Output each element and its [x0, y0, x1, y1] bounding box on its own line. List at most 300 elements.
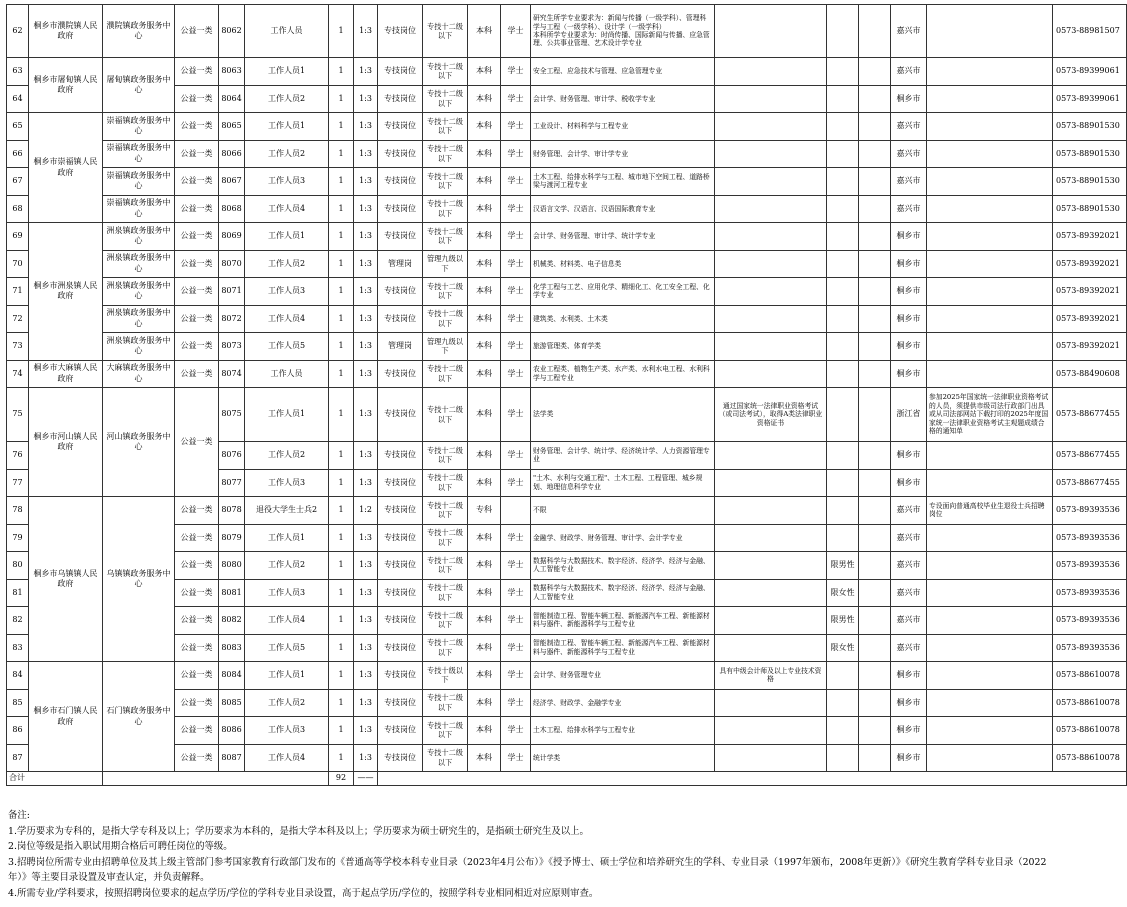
region: 桐乡市 — [891, 250, 927, 278]
post-type: 专技岗位 — [378, 140, 423, 168]
exam-ratio: 1:3 — [354, 113, 378, 141]
gender-requirement: 限男性 — [827, 607, 859, 635]
row-number: 69 — [7, 223, 29, 251]
post-grade: 专技十二级以下 — [423, 744, 468, 772]
table-row — [7, 662, 1127, 690]
note-3-cont: 年）》等主要目录设置及审查认定，并负责解释。 — [8, 872, 210, 884]
major-requirement: 智能制造工程、智能车辆工程、新能源汽车工程、新能源材料与器件、新能源科学与工程专业 — [531, 607, 715, 635]
region: 桐乡市 — [891, 305, 927, 333]
phone: 0573-88677455 — [1053, 442, 1127, 470]
post-count: 1 — [329, 744, 354, 772]
degree: 学士 — [501, 744, 531, 772]
remark — [927, 250, 1053, 278]
unit-type: 公益一类 — [175, 524, 219, 552]
degree: 学士 — [501, 662, 531, 690]
row-number: 76 — [7, 442, 29, 470]
major-requirement: 化学工程与工艺、应用化学、精细化工、化工安全工程、化学专业 — [531, 278, 715, 306]
blank-cell — [103, 772, 329, 786]
blank-cell — [859, 168, 891, 196]
unit-type: 公益一类 — [175, 497, 219, 525]
exam-ratio: 1:3 — [354, 469, 378, 497]
phone: 0573-89392021 — [1053, 250, 1127, 278]
row-number: 68 — [7, 195, 29, 223]
phone: 0573-88901530 — [1053, 113, 1127, 141]
blank-cell — [859, 140, 891, 168]
education: 本科 — [468, 388, 501, 442]
degree: 学士 — [501, 579, 531, 607]
degree — [501, 497, 531, 525]
post-count: 1 — [329, 223, 354, 251]
phone: 0573-89392021 — [1053, 223, 1127, 251]
gender-requirement — [827, 442, 859, 470]
post-count: 1 — [329, 662, 354, 690]
degree: 学士 — [501, 689, 531, 717]
education: 本科 — [468, 607, 501, 635]
gender-requirement — [827, 469, 859, 497]
post-count: 1 — [329, 195, 354, 223]
degree: 学士 — [501, 524, 531, 552]
table-row — [7, 305, 1127, 333]
gender-requirement — [827, 524, 859, 552]
table-row — [7, 250, 1127, 278]
exam-ratio: 1:3 — [354, 634, 378, 662]
other-requirement — [715, 333, 827, 361]
unit-type: 公益一类 — [175, 333, 219, 361]
education: 本科 — [468, 85, 501, 113]
post-count: 1 — [329, 333, 354, 361]
post-code: 8075 — [219, 388, 245, 442]
table-row — [7, 360, 1127, 388]
post-title: 工作人员5 — [245, 634, 329, 662]
phone: 0573-88610078 — [1053, 744, 1127, 772]
post-grade: 专技十二级以下 — [423, 469, 468, 497]
post-code: 8066 — [219, 140, 245, 168]
post-grade: 专技十二级以下 — [423, 634, 468, 662]
other-requirement — [715, 607, 827, 635]
phone: 0573-88610078 — [1053, 689, 1127, 717]
post-count: 1 — [329, 168, 354, 196]
post-code: 8086 — [219, 717, 245, 745]
row-number: 66 — [7, 140, 29, 168]
blank-cell — [859, 113, 891, 141]
unit-type: 公益一类 — [175, 250, 219, 278]
blank-cell — [859, 5, 891, 58]
phone: 0573-89393536 — [1053, 634, 1127, 662]
post-count: 1 — [329, 607, 354, 635]
row-number: 75 — [7, 388, 29, 442]
recruitment-table — [6, 4, 1127, 786]
degree: 学士 — [501, 607, 531, 635]
gender-requirement — [827, 662, 859, 690]
region: 嘉兴市 — [891, 524, 927, 552]
gender-requirement — [827, 497, 859, 525]
post-grade: 专技十二级以下 — [423, 717, 468, 745]
unit-name: 桐乡市洲泉镇人民政府 — [29, 223, 103, 361]
exam-ratio: 1:3 — [354, 58, 378, 86]
other-requirement — [715, 689, 827, 717]
phone: 0573-89393536 — [1053, 524, 1127, 552]
exam-ratio: 1:3 — [354, 662, 378, 690]
other-requirement — [715, 168, 827, 196]
post-title: 工作人员3 — [245, 168, 329, 196]
post-code: 8072 — [219, 305, 245, 333]
row-number: 82 — [7, 607, 29, 635]
unit-type: 公益一类 — [175, 278, 219, 306]
post-code: 8062 — [219, 5, 245, 58]
post-code: 8084 — [219, 662, 245, 690]
other-requirement — [715, 85, 827, 113]
blank-cell — [859, 333, 891, 361]
unit-type: 公益一类 — [175, 140, 219, 168]
post-code: 8081 — [219, 579, 245, 607]
major-requirement: 建筑类、水利类、土木类 — [531, 305, 715, 333]
education: 本科 — [468, 278, 501, 306]
post-title: 工作人员1 — [245, 223, 329, 251]
other-requirement — [715, 140, 827, 168]
major-requirement: 会计学、财务管理、审计学、税收学专业 — [531, 85, 715, 113]
post-type: 专技岗位 — [378, 442, 423, 470]
other-requirement — [715, 195, 827, 223]
post-grade: 专技十二级以下 — [423, 607, 468, 635]
education: 本科 — [468, 223, 501, 251]
major-requirement: 不限 — [531, 497, 715, 525]
other-requirement — [715, 5, 827, 58]
education: 本科 — [468, 744, 501, 772]
post-code: 8063 — [219, 58, 245, 86]
exam-ratio: 1:3 — [354, 223, 378, 251]
post-count: 1 — [329, 58, 354, 86]
exam-ratio: 1:3 — [354, 579, 378, 607]
dept-name: 大麻镇政务服务中心 — [103, 360, 175, 388]
table-row — [7, 223, 1127, 251]
blank-cell — [859, 85, 891, 113]
major-requirement: 统计学类 — [531, 744, 715, 772]
blank-cell — [859, 552, 891, 580]
gender-requirement — [827, 58, 859, 86]
post-code: 8082 — [219, 607, 245, 635]
post-type: 专技岗位 — [378, 634, 423, 662]
table-row — [7, 579, 1127, 607]
post-type: 专技岗位 — [378, 360, 423, 388]
table-row — [7, 689, 1127, 717]
remark — [927, 168, 1053, 196]
unit-type: 公益一类 — [175, 195, 219, 223]
major-requirement: 汉语言文学、汉语言、汉语国际教育专业 — [531, 195, 715, 223]
post-title: 工作人员2 — [245, 442, 329, 470]
post-code: 8074 — [219, 360, 245, 388]
unit-type: 公益一类 — [175, 662, 219, 690]
unit-type: 公益一类 — [175, 360, 219, 388]
exam-ratio: 1:3 — [354, 195, 378, 223]
table-row — [7, 497, 1127, 525]
dept-name: 屠甸镇政务服务中心 — [103, 58, 175, 113]
post-grade: 专技十二级以下 — [423, 689, 468, 717]
exam-ratio: 1:3 — [354, 689, 378, 717]
post-grade: 专技十二级以下 — [423, 579, 468, 607]
dept-name: 崇福镇政务服务中心 — [103, 113, 175, 141]
post-title: 工作人员3 — [245, 579, 329, 607]
other-requirement — [715, 278, 827, 306]
degree: 学士 — [501, 717, 531, 745]
post-type: 专技岗位 — [378, 85, 423, 113]
blank-cell — [859, 662, 891, 690]
post-type: 专技岗位 — [378, 168, 423, 196]
post-title: 工作人员1 — [245, 113, 329, 141]
post-count: 1 — [329, 469, 354, 497]
degree: 学士 — [501, 140, 531, 168]
phone: 0573-88490608 — [1053, 360, 1127, 388]
degree: 学士 — [501, 634, 531, 662]
degree: 学士 — [501, 223, 531, 251]
post-code: 8069 — [219, 223, 245, 251]
exam-ratio: 1:3 — [354, 442, 378, 470]
post-title: 工作人员 — [245, 5, 329, 58]
note-1: 1.学历要求为专科的，是指大学专科及以上；学历要求为本科的，是指大学本科及以上；学历要求为硕士研究生的，是指硕士研究生及以上。 — [8, 825, 589, 837]
remark — [927, 58, 1053, 86]
phone: 0573-89393536 — [1053, 607, 1127, 635]
post-title: 工作人员2 — [245, 250, 329, 278]
education: 本科 — [468, 305, 501, 333]
unit-type: 公益一类 — [175, 634, 219, 662]
post-count: 1 — [329, 85, 354, 113]
region: 桐乡市 — [891, 662, 927, 690]
post-count: 1 — [329, 497, 354, 525]
post-type: 专技岗位 — [378, 662, 423, 690]
education: 本科 — [468, 662, 501, 690]
post-type: 专技岗位 — [378, 524, 423, 552]
gender-requirement — [827, 113, 859, 141]
major-requirement: 研究生所学专业要求为：新闻与传播（一级学科）、管理科学与工程（一级学科）、设计学（一级学科） 本科所学专业要求为：时尚传播、国际新闻与传播、应急管理、公共事业管理、艺术设计学专业 — [531, 5, 715, 58]
post-count: 1 — [329, 5, 354, 58]
post-title: 工作人员3 — [245, 469, 329, 497]
other-requirement — [715, 497, 827, 525]
unit-type: 公益一类 — [175, 744, 219, 772]
region: 嘉兴市 — [891, 168, 927, 196]
unit-type: 公益一类 — [175, 717, 219, 745]
degree: 学士 — [501, 552, 531, 580]
post-title: 工作人员3 — [245, 278, 329, 306]
exam-ratio: 1:3 — [354, 140, 378, 168]
dept-name: 洲泉镇政务服务中心 — [103, 278, 175, 306]
row-number: 84 — [7, 662, 29, 690]
blank-cell — [859, 524, 891, 552]
unit-type: 公益一类 — [175, 689, 219, 717]
degree: 学士 — [501, 333, 531, 361]
education: 本科 — [468, 250, 501, 278]
dept-name: 洲泉镇政务服务中心 — [103, 305, 175, 333]
degree: 学士 — [501, 250, 531, 278]
degree: 学士 — [501, 278, 531, 306]
row-number: 71 — [7, 278, 29, 306]
region: 嘉兴市 — [891, 113, 927, 141]
post-grade: 管理九级以下 — [423, 250, 468, 278]
region: 嘉兴市 — [891, 58, 927, 86]
blank-cell — [378, 772, 1127, 786]
phone: 0573-89393536 — [1053, 497, 1127, 525]
major-requirement: 安全工程、应急技术与管理、应急管理专业 — [531, 58, 715, 86]
table-row — [7, 168, 1127, 196]
post-type: 专技岗位 — [378, 223, 423, 251]
post-code: 8076 — [219, 442, 245, 470]
blank-cell — [859, 634, 891, 662]
table-row — [7, 278, 1127, 306]
degree: 学士 — [501, 195, 531, 223]
post-title: 工作人员2 — [245, 552, 329, 580]
post-count: 1 — [329, 360, 354, 388]
other-requirement — [715, 524, 827, 552]
phone: 0573-89392021 — [1053, 333, 1127, 361]
education: 本科 — [468, 634, 501, 662]
region: 嘉兴市 — [891, 579, 927, 607]
other-requirement — [715, 634, 827, 662]
table-row — [7, 634, 1127, 662]
post-count: 1 — [329, 717, 354, 745]
post-title: 工作人员1 — [245, 524, 329, 552]
unit-name: 桐乡市濮院镇人民政府 — [29, 5, 103, 58]
gender-requirement — [827, 388, 859, 442]
post-count: 1 — [329, 689, 354, 717]
other-requirement — [715, 469, 827, 497]
gender-requirement — [827, 168, 859, 196]
row-number: 72 — [7, 305, 29, 333]
major-requirement: 金融学、财政学、财务管理、审计学、会计学专业 — [531, 524, 715, 552]
post-title: 工作人员3 — [245, 717, 329, 745]
post-title: 工作人员5 — [245, 333, 329, 361]
remark — [927, 469, 1053, 497]
phone: 0573-89392021 — [1053, 278, 1127, 306]
other-requirement — [715, 305, 827, 333]
degree: 学士 — [501, 168, 531, 196]
remark — [927, 607, 1053, 635]
major-requirement: 土木工程、给排水科学与工程、城市地下空间工程、道路桥梁与渡河工程专业 — [531, 168, 715, 196]
notes-section — [8, 808, 1074, 902]
table-row — [7, 744, 1127, 772]
education: 本科 — [468, 552, 501, 580]
unit-type: 公益一类 — [175, 5, 219, 58]
gender-requirement — [827, 140, 859, 168]
table-row — [7, 58, 1127, 86]
post-title: 工作人员4 — [245, 607, 329, 635]
post-type: 专技岗位 — [378, 689, 423, 717]
other-requirement — [715, 58, 827, 86]
row-number: 74 — [7, 360, 29, 388]
unit-type: 公益一类 — [175, 223, 219, 251]
post-count: 1 — [329, 634, 354, 662]
row-number: 73 — [7, 333, 29, 361]
blank-cell — [859, 717, 891, 745]
post-grade: 专技十二级以下 — [423, 360, 468, 388]
remark: 参加2025年国家统一法律职业资格考试的人员，须提供市级司法行政部门出具或从司法部网站下载打印的2025年度国家统一法律职业资格考试主观题成绩合格的通知单 — [927, 388, 1053, 442]
major-requirement: 旅游管理类、体育学类 — [531, 333, 715, 361]
table-row — [7, 113, 1127, 141]
education: 本科 — [468, 58, 501, 86]
blank-cell — [859, 442, 891, 470]
post-grade: 专技十二级以下 — [423, 223, 468, 251]
exam-ratio: 1:3 — [354, 305, 378, 333]
row-number: 83 — [7, 634, 29, 662]
post-type: 专技岗位 — [378, 58, 423, 86]
post-count: 1 — [329, 552, 354, 580]
post-grade: 专技十级以下 — [423, 662, 468, 690]
total-dash: —— — [354, 772, 378, 786]
post-grade: 专技十二级以下 — [423, 168, 468, 196]
major-requirement: 财务管理、会计学、审计学专业 — [531, 140, 715, 168]
other-requirement — [715, 442, 827, 470]
unit-type: 公益一类 — [175, 305, 219, 333]
post-type: 管理岗 — [378, 250, 423, 278]
post-title: 工作人员1 — [245, 388, 329, 442]
exam-ratio: 1:2 — [354, 497, 378, 525]
gender-requirement — [827, 5, 859, 58]
blank-cell — [859, 607, 891, 635]
total-label: 合计 — [7, 772, 103, 786]
education: 本科 — [468, 168, 501, 196]
education: 本科 — [468, 195, 501, 223]
dept-name: 崇福镇政务服务中心 — [103, 195, 175, 223]
other-requirement — [715, 223, 827, 251]
post-title: 工作人员1 — [245, 58, 329, 86]
blank-cell — [859, 497, 891, 525]
unit-name: 桐乡市石门镇人民政府 — [29, 662, 103, 772]
row-number: 80 — [7, 552, 29, 580]
major-requirement: 经济学、财政学、金融学专业 — [531, 689, 715, 717]
remark — [927, 634, 1053, 662]
gender-requirement — [827, 360, 859, 388]
remark — [927, 85, 1053, 113]
region: 桐乡市 — [891, 223, 927, 251]
remark — [927, 717, 1053, 745]
education: 本科 — [468, 360, 501, 388]
region: 桐乡市 — [891, 278, 927, 306]
major-requirement: 智能制造工程、智能车辆工程、新能源汽车工程、新能源材料与器件、新能源科学与工程专业 — [531, 634, 715, 662]
row-number: 87 — [7, 744, 29, 772]
blank-cell — [859, 579, 891, 607]
unit-type: 公益一类 — [175, 607, 219, 635]
degree: 学士 — [501, 442, 531, 470]
row-number: 64 — [7, 85, 29, 113]
post-code: 8070 — [219, 250, 245, 278]
major-requirement: 机械类、材料类、电子信息类 — [531, 250, 715, 278]
post-grade: 专技十二级以下 — [423, 195, 468, 223]
region: 桐乡市 — [891, 333, 927, 361]
phone: 0573-88677455 — [1053, 388, 1127, 442]
gender-requirement — [827, 278, 859, 306]
degree: 学士 — [501, 5, 531, 58]
remark — [927, 195, 1053, 223]
education: 专科 — [468, 497, 501, 525]
unit-type: 公益一类 — [175, 168, 219, 196]
phone: 0573-89393536 — [1053, 579, 1127, 607]
gender-requirement: 限女性 — [827, 634, 859, 662]
post-grade: 管理九级以下 — [423, 333, 468, 361]
other-requirement — [715, 552, 827, 580]
blank-cell — [859, 305, 891, 333]
remark — [927, 662, 1053, 690]
post-count: 1 — [329, 278, 354, 306]
major-requirement: 农业工程类、植物生产类、水产类、水利水电工程、水利科学与工程专业 — [531, 360, 715, 388]
post-title: 工作人员2 — [245, 689, 329, 717]
table-row — [7, 333, 1127, 361]
education: 本科 — [468, 333, 501, 361]
remark — [927, 113, 1053, 141]
row-number: 62 — [7, 5, 29, 58]
phone: 0573-88610078 — [1053, 662, 1127, 690]
post-type: 管理岗 — [378, 333, 423, 361]
major-requirement: 土木工程、给排水科学与工程专业 — [531, 717, 715, 745]
post-code: 8077 — [219, 469, 245, 497]
post-title: 工作人员4 — [245, 305, 329, 333]
dept-name: 乌镇镇政务服务中心 — [103, 497, 175, 662]
